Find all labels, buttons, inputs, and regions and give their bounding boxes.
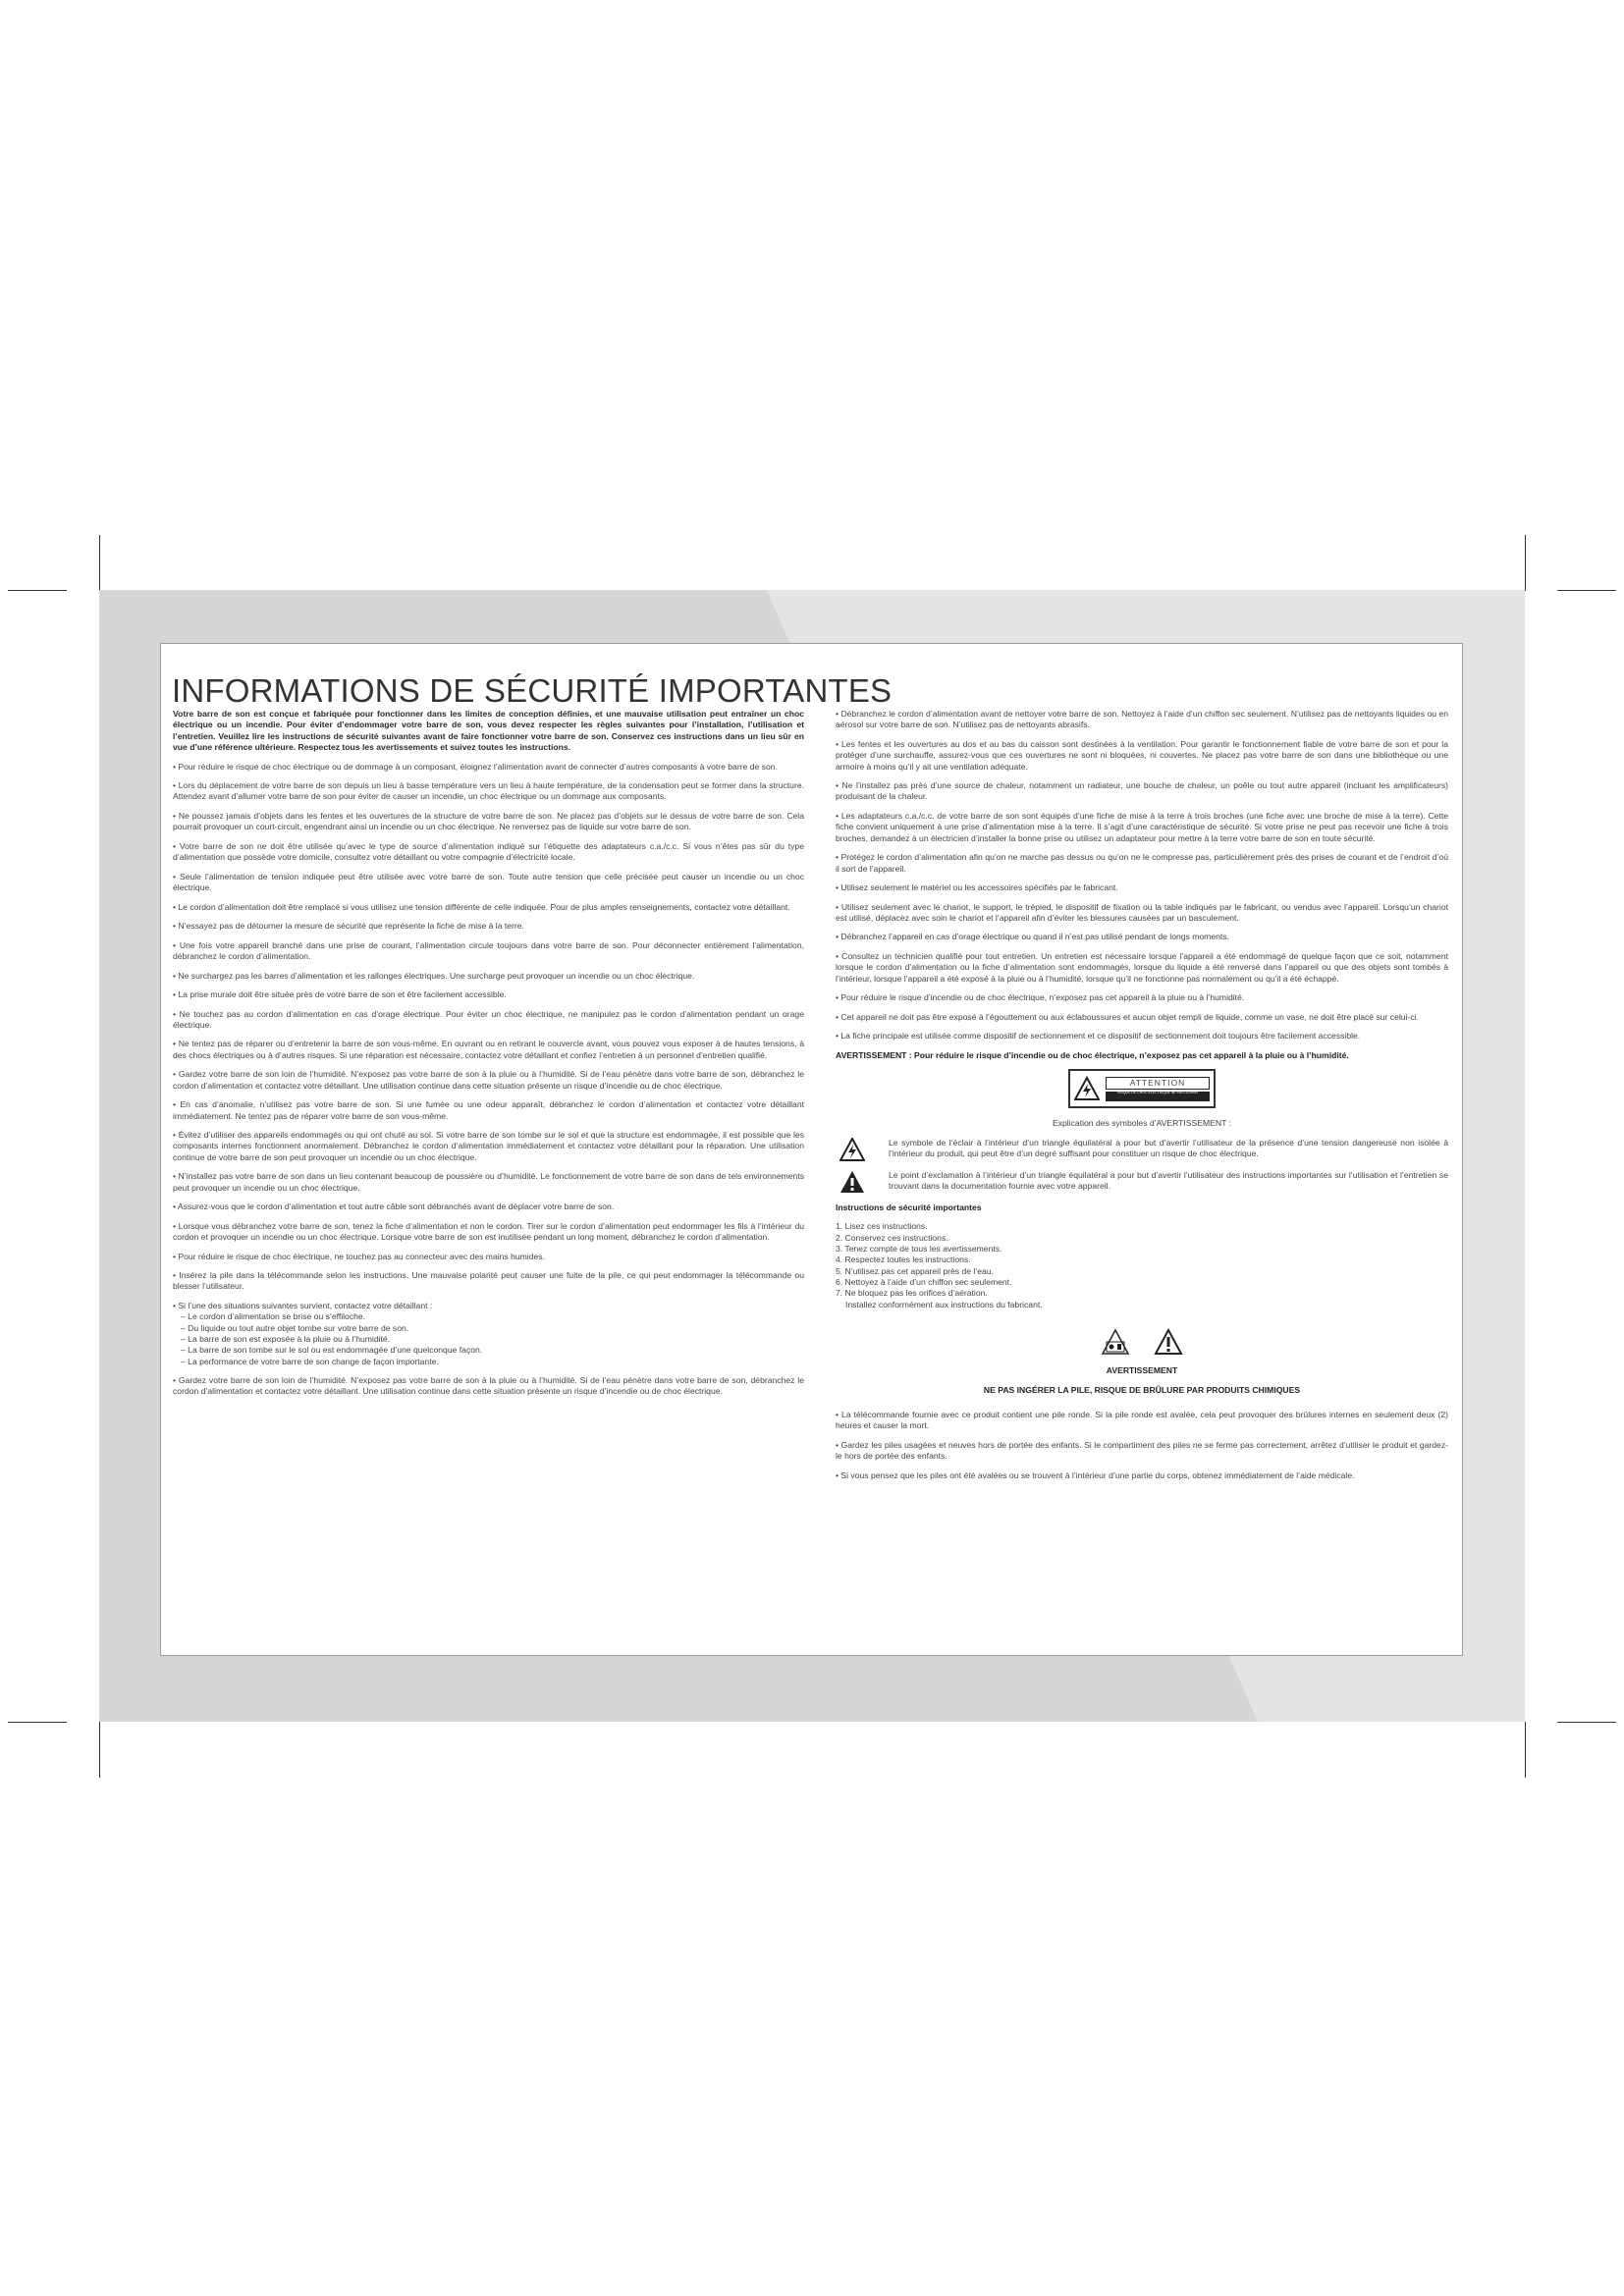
safety-paragraph: • Utilisez seulement le matériel ou les accessoires spécifiés par le fabricant. bbox=[836, 882, 1118, 893]
list-item: – Du liquide ou tout autre objet tombe sur votre barre de son. bbox=[181, 1322, 409, 1333]
crop-mark bbox=[1525, 1722, 1526, 1778]
crop-mark bbox=[8, 1722, 67, 1723]
crop-mark bbox=[1557, 590, 1616, 591]
symbol-lightning-row bbox=[836, 1138, 1448, 1161]
symbol-lightning-text: Le symbole de l’éclair à l’intérieur d’un triangle équilatéral a pour but d’avertir l’utilisateur de la présence d’une tension dangereuse non isolée à l’intérieur du produit, qui peut être d’un degré suffisant pour constituer un risque de choc électrique. bbox=[889, 1137, 1448, 1159]
list-item: 4. Respectez toutes les instructions. bbox=[836, 1255, 971, 1265]
crop-mark bbox=[1557, 1722, 1616, 1723]
safety-paragraph: • Débranchez le cordon d’alimentation avant de nettoyer votre barre de son. Nettoyez à l’aide d’un chiffon sec seulement. N’utilisez pas de nettoyants liquides ou en aérosol sur votre barre de son. N’utilisez pas de nettoyants abrasifs. bbox=[836, 709, 1448, 730]
lightning-triangle-icon bbox=[839, 1138, 865, 1161]
list-item: – La performance de votre barre de son change de façon importante. bbox=[181, 1356, 439, 1366]
battery-warning-title: AVERTISSEMENT bbox=[1106, 1365, 1178, 1376]
explanation-title: Explication des symboles d’AVERTISSEMENT : bbox=[1053, 1118, 1231, 1129]
safety-paragraph: • Gardez votre barre de son loin de l’humidité. N’exposez pas votre barre de son à la pluie ou à l’humidité. Si de l’eau pénètre dans votre barre de son, débranchez le cordon d’alimentation et contactez votre détaillant. Une utilisation continue dans cette situation présente un risque d’incendie ou de choc électrique. bbox=[173, 1069, 804, 1091]
safety-paragraph: • Une fois votre appareil branché dans une prise de courant, l’alimentation circule toujours dans votre barre de son. Pour déconnecter entièrement l’alimentation, débranchez le cordon d’alimentation. bbox=[173, 939, 804, 961]
attention-text-block bbox=[1106, 1077, 1210, 1101]
exclamation-triangle-icon bbox=[839, 1170, 865, 1194]
instructions-title: Instructions de sécurité importantes bbox=[836, 1201, 982, 1212]
safety-paragraph: • En cas d’anomalie, n’utilisez pas votre barre de son. Si une fumée ou une odeur apparaît, débranchez le cordon d’alimentation et contactez votre détaillant immédiatement. Ne tentez pas de réparer votre barre de son vous-même. bbox=[173, 1099, 804, 1121]
safety-paragraph: • Pour réduire le risque de choc électrique ou de dommage à un composant, éloignez l’alimentation avant de connecter d’autres composants à votre barre de son. bbox=[173, 761, 778, 772]
battery-warning-subtitle: NE PAS INGÉRER LA PILE, RISQUE DE BRÛLURE PAR PRODUITS CHIMIQUES bbox=[983, 1384, 1301, 1395]
list-item: 3. Tenez compte de tous les avertissements. bbox=[836, 1244, 1002, 1255]
list-item: 6. Nettoyez à l’aide d’un chiffon sec seulement. bbox=[836, 1277, 1012, 1288]
crop-mark bbox=[8, 590, 67, 591]
list-item: Installez conformément aux instructions du fabricant. bbox=[845, 1299, 1043, 1309]
instructions-list bbox=[836, 1221, 1448, 1310]
safety-paragraph: • Ne tentez pas de réparer ou d’entretenir la barre de son vous-même. En ouvrant ou en retirant le couvercle avant, vous pouvez vous exposer à de hautes tensions, à des chocs électriques ou à d’autres risques. Si une réparation est nécessaire, contactez votre détaillant et confiez l’entretien à un personnel d’entretien qualifié. bbox=[173, 1039, 804, 1060]
attention-title: ATTENTION bbox=[1106, 1077, 1210, 1090]
attention-label bbox=[1068, 1069, 1216, 1108]
left-column bbox=[173, 709, 804, 1406]
symbol-exclamation-text: Le point d’exclamation à l’intérieur d’un triangle équilatéral a pour but d’avertir l’utilisateur des instructions importantes sur l’utilisation et l’entretien se trouvant dans la documentation fournie avec votre appareil. bbox=[889, 1169, 1448, 1192]
list-item: 1. Lisez ces instructions. bbox=[836, 1221, 928, 1232]
crop-mark bbox=[99, 535, 100, 591]
safety-paragraph: • Lors du déplacement de votre barre de son depuis un lieu à basse température vers un lieu à haute température, de la condensation peut se former dans la structure. Attendez avant d’allumer votre barre de son pour éviter de causer un incendie, un choc électrique ou un dommage aux composants. bbox=[173, 780, 804, 802]
situations-list bbox=[173, 1311, 804, 1367]
warning-triangle-icon bbox=[1154, 1328, 1183, 1356]
right-column bbox=[836, 709, 1448, 1489]
safety-paragraph: • Le cordon d’alimentation doit être remplacé si vous utilisez une tension différente de celle indiquée. Pour de plus amples renseignements, contactez votre détaillant. bbox=[173, 901, 790, 912]
warning-line: AVERTISSEMENT : Pour réduire le risque d’incendie ou de choc électrique, n’exposez pas cet appareil à la pluie ou à l’humidité. bbox=[836, 1049, 1349, 1060]
battery-hazard-icon bbox=[1101, 1328, 1130, 1356]
safety-paragraph: • Seule l’alimentation de tension indiquée peut être utilisée avec votre barre de son. Toute autre tension que celle précisée peut causer un incendie ou un choc électrique. bbox=[173, 871, 804, 893]
safety-paragraph: • Pour réduire le risque d’incendie ou de choc électrique, n’exposez pas cet appareil à la pluie ou à l’humidité. bbox=[836, 992, 1245, 1003]
symbol-exclamation-row bbox=[836, 1170, 1448, 1194]
safety-paragraph: • Les adaptateurs c.a./c.c. de votre barre de son sont équipés d’une fiche de mise à la terre à trois broches (une fiche avec une broche de mise à la terre). Cette fiche convient uniquement à une prise d’alimentation mise à la terre. Il s’agit d’une caractéristique de sécurité. Si votre prise ne peut pas recevoir une fiche à trois broches, demandez à un électricien d’installer la bonne prise ou utilisez un adaptateur pour mettre à la terre votre barre de son en toute sécurité. bbox=[836, 810, 1448, 843]
list-item: 5. N’utilisez pas cet appareil près de l’eau. bbox=[836, 1265, 994, 1276]
safety-paragraph: • Consultez un technicien qualifié pour tout entretien. Un entretien est nécessaire lorsque l’appareil a été endommagé de quelque façon que ce soit, notamment lorsque le cordon d’alimentation ou la fiche d’alimentation sont endommagés, lorsque du liquide a été renversé dans l’appareil ou que des objets sont tombés à l’intérieur, lorsque l’appareil a été exposé à la pluie ou à l’humidité, lorsque qu’il ne fonctionne pas normalement ou qu’il a été échappé. bbox=[836, 951, 1448, 984]
list-item: 7. Ne bloquez pas les orifices d’aération. bbox=[836, 1288, 988, 1299]
safety-paragraph: • Débranchez l’appareil en cas d’orage électrique ou quand il n’est pas utilisé pendant de longs moments. bbox=[836, 932, 1229, 942]
list-item: – La barre de son est exposée à la pluie ou à l’humidité. bbox=[181, 1334, 391, 1345]
list-item: – Le cordon d’alimentation se brise ou s’effiloche. bbox=[181, 1311, 366, 1322]
page-title: INFORMATIONS DE SÉCURITÉ IMPORTANTES bbox=[172, 672, 893, 710]
crop-mark bbox=[1525, 535, 1526, 591]
safety-paragraph: • Assurez-vous que le cordon d’alimentation et tout autre câble sont débranchés avant de déplacer votre barre de son. bbox=[173, 1201, 615, 1212]
safety-paragraph: • N’installez pas votre barre de son dans un lieu contenant beaucoup de poussière ou d’humidité. Le fonctionnement de votre barre de son dans de tels environnements peut provoquer un incendie ou un choc électrique. bbox=[173, 1171, 804, 1193]
crop-mark bbox=[99, 1722, 100, 1778]
safety-paragraph: • Les fentes et les ouvertures au dos et au bas du caisson sont destinées à la ventilation. Pour garantir le fonctionnement fiable de votre barre de son et pour la protéger d’une surchauffe, assurez-vous que ces ouvertures ne sont ni bloquées, ni couvertes. Ne placez pas votre barre de son dans une bibliothèque ou une armoire à moins qu’il y ait une ventilation adéquate. bbox=[836, 738, 1448, 772]
safety-paragraph: • Utilisez seulement avec le chariot, le support, le trépied, le dispositif de fixation ou la table indiqués par le fabricant, ou vendus avec l’appareil. Lorsqu’un chariot est utilisé, déplacez avec soin le chariot et l’appareil afin d’éviter les blessures causées par un basculement. bbox=[836, 901, 1448, 923]
intro-paragraph: Votre barre de son est conçue et fabriquée pour fonctionner dans les limites de conception définies, et une mauvaise utilisation peut entraîner un choc électrique ou un incendie. Pour éviter d’endommager votre barre de son, vous devez respecter les règles suivantes pour l’installation, l’utilisation et l’entretien. Veuillez lire les instructions de sécurité suivantes avant de faire fonctionner votre barre de son. Conservez ces instructions dans un lieu sûr en vue d’une référence ultérieure. Respectez tous les avertissements et suivez toutes les instructions. bbox=[173, 709, 804, 753]
safety-paragraph: • La prise murale doit être située près de votre barre de son et être facilement accessible. bbox=[173, 989, 507, 1000]
safety-paragraph: • Pour réduire le risque de choc électrique, ne touchez pas au connecteur avec des mains humides. bbox=[173, 1251, 545, 1261]
attention-small-print: RISQUE DE CHOC ÉLECTRIQUE NE PAS OUVRIR bbox=[1106, 1092, 1210, 1101]
battery-paragraph: • Gardez les piles usagées et neuves hors de portée des enfants. Si le compartiment des piles ne se ferme pas correctement, arrêtez d’utiliser le produit et gardez-le hors de portée des enfants. bbox=[836, 1439, 1448, 1462]
battery-warning-icons bbox=[836, 1328, 1448, 1356]
safety-paragraph: • Lorsque vous débranchez votre barre de son, tenez la fiche d’alimentation et non le cordon. Tirer sur le cordon d’alimentation peut endommager les fils à l’intérieur du cordon et provoquer un incendie ou un choc électrique. Lorsque votre barre de son est inutilisée pendant un long moment, débranchez le cordon d’alimentation. bbox=[173, 1220, 804, 1243]
safety-paragraph: • Évitez d’utiliser des appareils endommagés ou qui ont chuté au sol. Si votre barre de son tombe sur le sol et que la structure est endommagée, il est possible que les composants internes fonctionnent anormalement. Débranchez le cordon d’alimentation immédiatement et contactez votre détaillant pour la réparation. Une utilisation continue de votre barre de son peut provoquer un incendie ou un choc électrique. bbox=[173, 1130, 804, 1162]
safety-paragraph: • Ne l’installez pas près d’une source de chaleur, notamment un radiateur, une bouche de chaleur, un poêle ou tout autre appareil (incluant les amplificateurs) produisant de la chaleur. bbox=[836, 780, 1448, 802]
safety-paragraph: • N’essayez pas de détourner la mesure de sécurité que représente la fiche de mise à la terre. bbox=[173, 921, 524, 932]
list-item: 2. Conservez ces instructions. bbox=[836, 1232, 948, 1243]
safety-paragraph: • Votre barre de son ne doit être utilisée qu’avec le type de source d’alimentation indiqué sur l’étiquette des adaptateurs c.a./c.c. Si vous n’êtes pas sûr du type d’alimentation que possède votre domicile, consultez votre détaillant ou votre compagnie d’électricité locale. bbox=[173, 840, 804, 863]
lightning-warning-icon bbox=[1074, 1076, 1100, 1101]
situations-intro: • Si l’une des situations suivantes survient, contactez votre détaillant : bbox=[173, 1301, 433, 1310]
safety-paragraph: • Insérez la pile dans la télécommande selon les instructions. Une mauvaise polarité peut causer une fuite de la pile, ce qui peut endommager la télécommande ou blesser l’utilisateur. bbox=[173, 1270, 804, 1292]
safety-paragraph: • La fiche principale est utilisée comme dispositif de sectionnement et ce dispositif de sectionnement doit toujours être facilement accessible. bbox=[836, 1031, 1361, 1041]
safety-paragraph: • Protégez le cordon d’alimentation afin qu’on ne marche pas dessus ou qu’on ne le compresse pas, particulièrement près des prises de courant et de l’endroit d’où il sort de l’appareil. bbox=[836, 852, 1448, 874]
safety-paragraph: • Ne poussez jamais d’objets dans les fentes et les ouvertures de la structure de votre barre de son. Ne placez pas d’objets sur le dessus de votre barre de son. Cela pourrait provoquer un court-circuit, engendrant ainsi un incendie ou un choc électrique. Ne renversez pas de liquide sur votre barre de son. bbox=[173, 810, 804, 832]
safety-paragraph: • Ne touchez pas au cordon d’alimentation en cas d’orage électrique. Pour éviter un choc électrique, ne manipulez pas le cordon d’alimentation pendant un orage électrique. bbox=[173, 1008, 804, 1030]
list-item: – La barre de son tombe sur le sol ou est endommagée d’une quelconque façon. bbox=[181, 1345, 483, 1356]
safety-paragraph: • Ne surchargez pas les barres d’alimentation et les rallonges électriques. Une surcharge peut provoquer un incendie ou un choc électrique. bbox=[173, 970, 695, 981]
battery-paragraph: • La télécommande fournie avec ce produit contient une pile ronde. Si la pile ronde est avalée, cela peut provoquer des brûlures internes en seulement deux (2) heures et causer la mort. bbox=[836, 1410, 1448, 1431]
battery-paragraph: • Si vous pensez que les piles ont été avalées ou se trouvent à l’intérieur d’une partie du corps, obtenez immédiatement de l’aide médicale. bbox=[836, 1469, 1355, 1480]
safety-paragraph: • Gardez votre barre de son loin de l’humidité. N’exposez pas votre barre de son à la pluie ou à l’humidité. Si de l’eau pénètre dans votre barre de son, débranchez le cordon d’alimentation et contactez votre détaillant. Une utilisation continue dans cette situation présente un risque d’incendie ou de choc électrique. bbox=[173, 1375, 804, 1397]
safety-paragraph: • Cet appareil ne doit pas être exposé à l’égouttement ou aux éclaboussures et aucun objet rempli de liquide, comme un vase, ne doit être placé sur celui-ci. bbox=[836, 1011, 1419, 1022]
